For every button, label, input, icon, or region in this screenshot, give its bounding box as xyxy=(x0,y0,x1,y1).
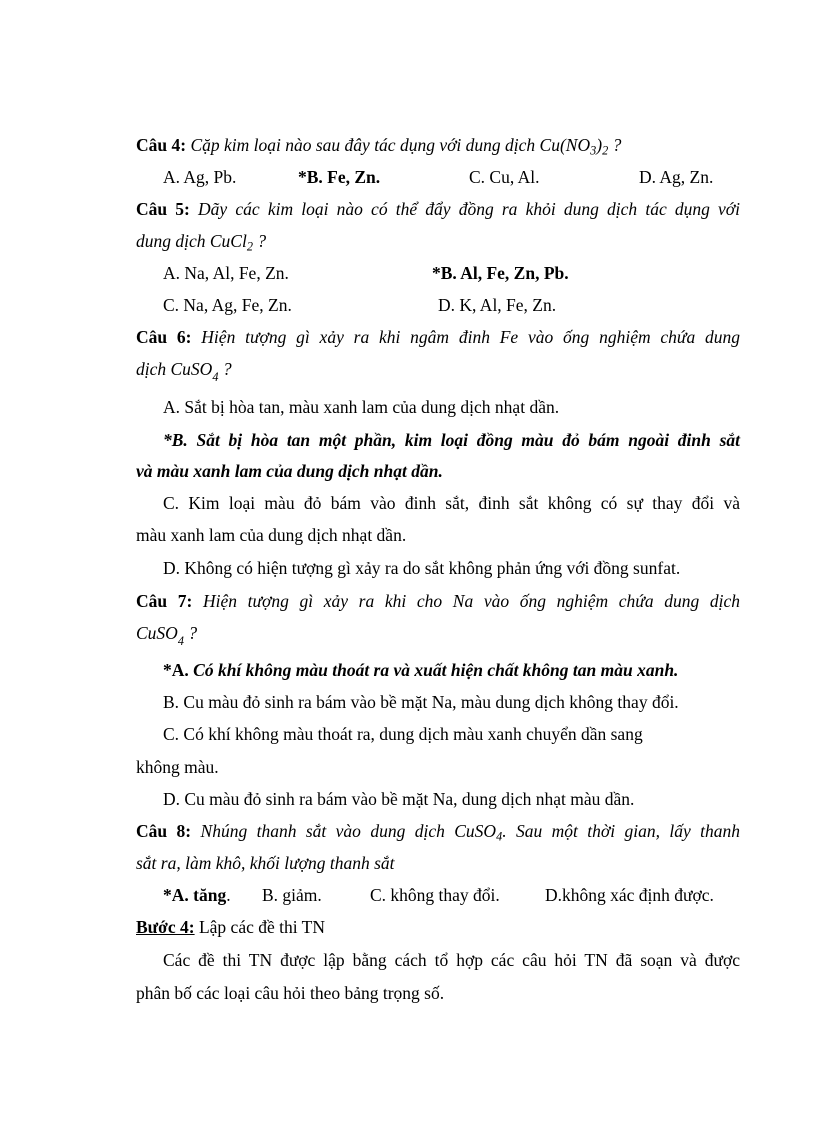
question-7-option-d: D. Cu màu đỏ sinh ra bám vào bề mặt Na, dung dịch nhạt màu dần. xyxy=(163,789,635,809)
step-4-title: Lập các đề thi TN xyxy=(194,917,325,937)
step-4-paragraph-line2: phân bố các loại câu hỏi theo bảng trọng số. xyxy=(136,983,445,1003)
question-6-option-c-line1: C. Kim loại màu đỏ bám vào đinh sắt, đinh sắt không có sự thay đổi và xyxy=(163,493,740,513)
question-5-option-a: A. Na, Al, Fe, Zn. xyxy=(163,263,289,283)
question-8-label: Câu 8: xyxy=(136,821,192,841)
question-4-option-a: A. Ag, Pb. xyxy=(163,167,237,187)
question-8-option-b: B. giảm. xyxy=(262,885,322,905)
question-7-option-a-correct: *A. Có khí không màu thoát ra và xuất hiện chất không tan màu xanh. xyxy=(163,660,679,680)
question-4-option-b-correct: *B. Fe, Zn. xyxy=(298,167,381,187)
question-7-option-c-line2: không màu. xyxy=(136,757,219,777)
question-7-option-b: B. Cu màu đỏ sinh ra bám vào bề mặt Na, màu dung dịch không thay đổi. xyxy=(163,692,679,712)
question-8-option-d: D.không xác định được. xyxy=(545,885,714,905)
question-7-label: Câu 7: xyxy=(136,591,193,611)
step-4-paragraph-line1: Các đề thi TN được lập bằng cách tổ hợp các câu hỏi TN đã soạn và được xyxy=(163,950,740,970)
question-5-stem-line1: Câu 5: Dãy các kim loại nào có thể đẩy đồng ra khỏi dung dịch tác dụng với xyxy=(136,199,741,219)
question-5-option-c: C. Na, Ag, Fe, Zn. xyxy=(163,295,292,315)
question-6-label: Câu 6: xyxy=(136,327,192,347)
step-4-heading xyxy=(136,916,325,938)
question-7-stem-line1: Câu 7: Hiện tượng gì xảy ra khi cho Na vào ống nghiệm chứa dung dịch xyxy=(136,591,740,611)
question-4-text: Cặp kim loại nào sau đây tác dụng với dung dịch $Cu(NO_3)_2$ ? xyxy=(190,135,622,158)
question-6-stem-line1: Câu 6: Hiện tượng gì xảy ra khi ngâm đinh Fe vào ống nghiệm chứa dung xyxy=(136,327,741,347)
question-5-stem-line2: dung dịch CuCl$_2$ ? xyxy=(136,231,267,254)
question-7-option-c-line1: C. Có khí không màu thoát ra, dung dịch màu xanh chuyển dần sang xyxy=(163,724,643,744)
question-6-stem-line2: dịch CuSO$_4$ ? xyxy=(136,359,232,384)
question-8-stem-line2: sắt ra, làm khô, khối lượng thanh sắt xyxy=(136,853,395,873)
question-4-option-d: D. Ag, Zn. xyxy=(639,167,714,187)
question-8-option-c: C. không thay đổi. xyxy=(370,885,500,905)
question-5-option-d: D. K, Al, Fe, Zn. xyxy=(438,295,557,315)
question-8-stem-line1: Câu 8: Nhúng thanh sắt vào dung dịch CuSO$_4$. Sau một thời gian, lấy thanh xyxy=(136,821,741,844)
question-4-stem xyxy=(136,134,621,156)
question-5-option-b-correct: *B. Al, Fe, Zn, Pb. xyxy=(432,263,569,283)
question-6-option-b-correct-line1: *B. Sắt bị hòa tan một phần, kim loại đồng màu đỏ bám ngoài đinh sắt xyxy=(163,430,740,450)
question-6-option-b-correct-line2: và màu xanh lam của dung dịch nhạt dần. xyxy=(136,461,443,481)
question-8-option-a-correct: *A. tăng. xyxy=(163,885,231,905)
question-6-option-a: A. Sắt bị hòa tan, màu xanh lam của dung dịch nhạt dần. xyxy=(163,397,560,417)
question-4-label: Câu 4: xyxy=(136,135,187,155)
question-6-option-d: D. Không có hiện tượng gì xảy ra do sắt không phản ứng với đồng sunfat. xyxy=(163,558,681,578)
question-7-stem-line2: CuSO$_4$ ? xyxy=(136,623,198,648)
step-4-label: Bước 4: xyxy=(136,917,195,937)
question-5-label: Câu 5: xyxy=(136,199,190,219)
question-6-option-c-line2: màu xanh lam của dung dịch nhạt dần. xyxy=(136,525,407,545)
question-4-option-c: C. Cu, Al. xyxy=(469,167,540,187)
